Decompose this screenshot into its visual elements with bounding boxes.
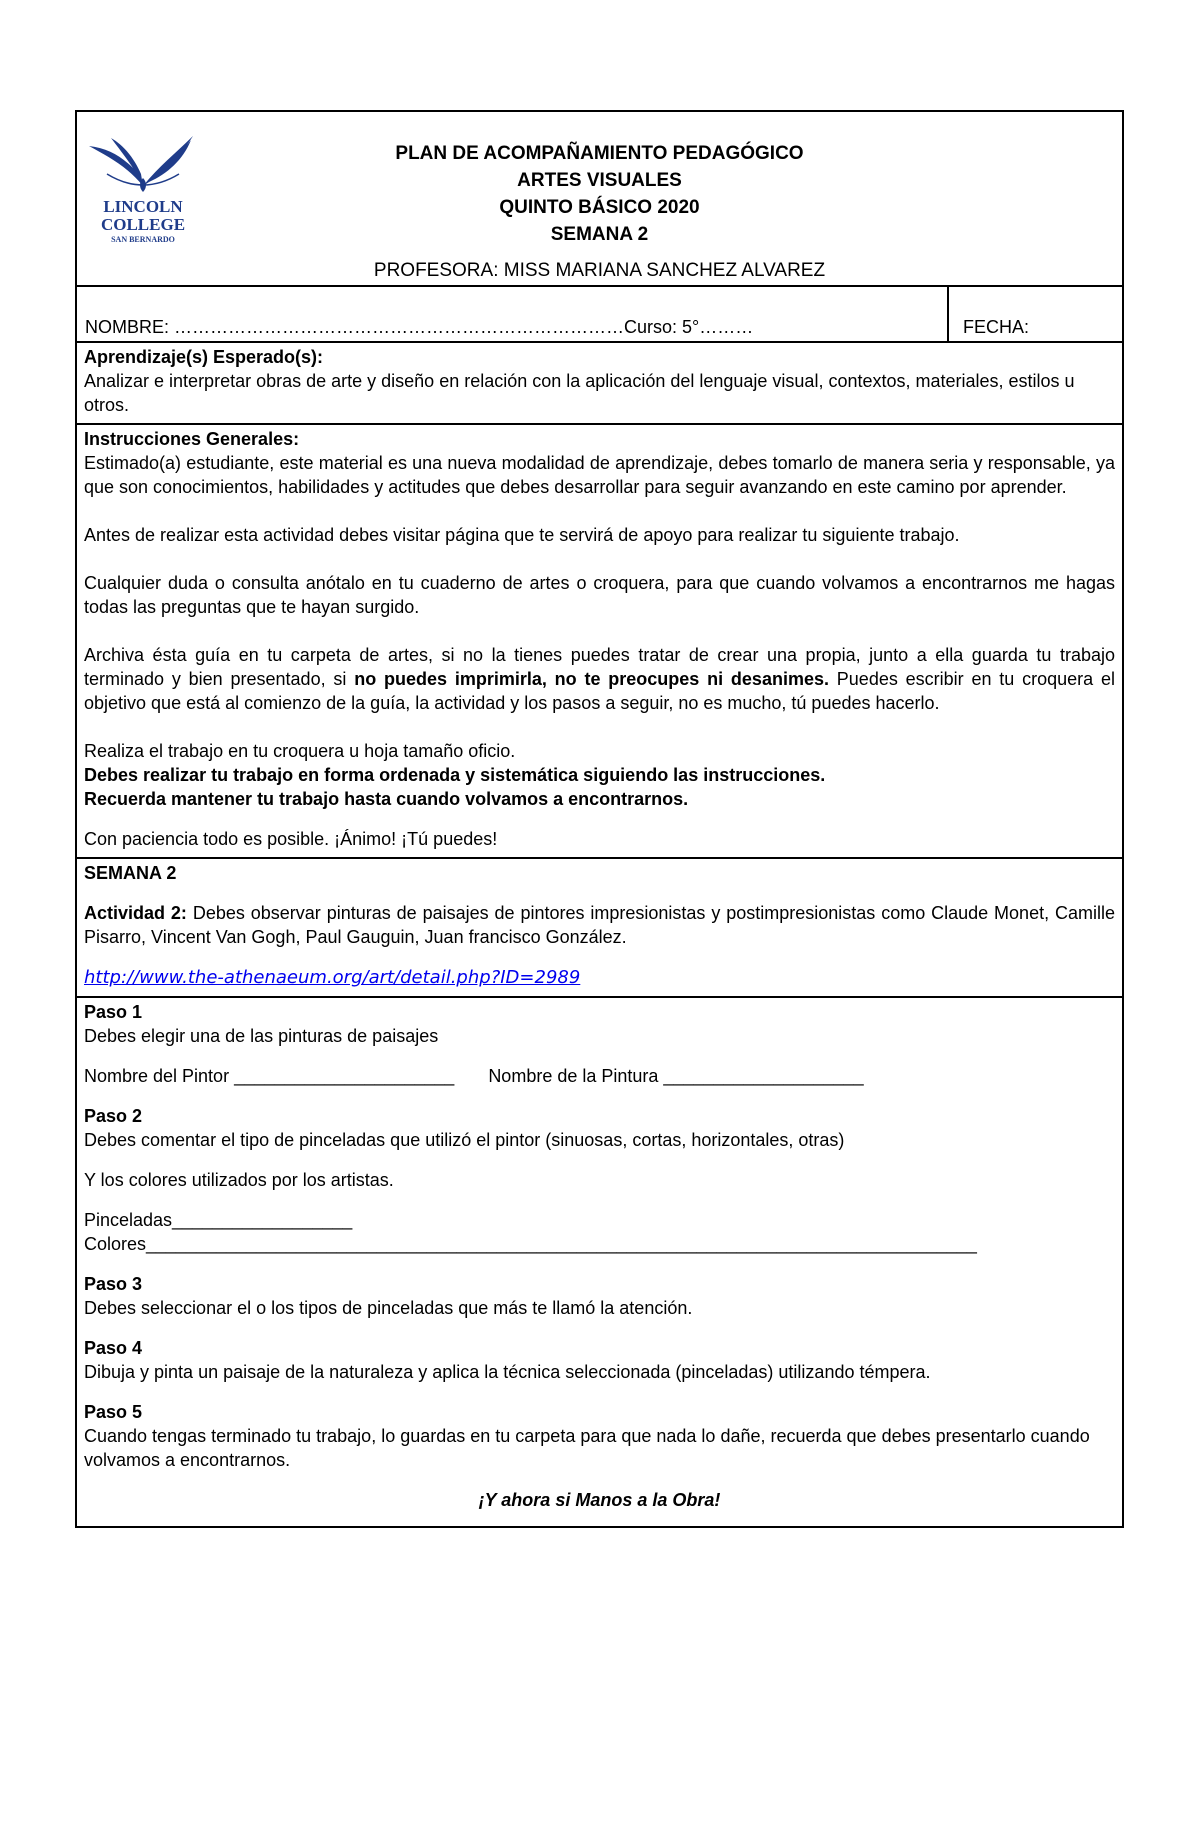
brushstrokes-field[interactable]: Pinceladas__________________ [84,1210,353,1230]
step3-title: Paso 3 [84,1274,143,1294]
logo-line3: SAN BERNARDO [111,235,175,244]
step2-text: Debes comentar el tipo de pinceladas que utilizó el pintor (sinuosas, cortas, horizontales, otras) [84,1130,845,1150]
week-activity [77,859,1122,998]
title-line-2: ARTES VISUALES [517,170,682,191]
teacher-name: PROFESORA: MISS MARIANA SANCHEZ ALVAREZ [373,260,826,281]
instructions-p8: Con paciencia todo es posible. ¡Ánimo! ¡Tú puedes! [84,829,498,849]
step3-text: Debes seleccionar el o los tipos de pinceladas que más te llamó la atención. [84,1298,693,1318]
general-instructions [77,425,1122,859]
instructions-p7: Recuerda mantener tu trabajo hasta cuando volvamos a encontrarnos. [84,789,689,809]
steps-section [77,998,1122,1526]
document-title [77,140,1122,248]
student-info-row [77,287,1122,343]
activity-label: Actividad 2: [84,903,187,923]
step5-text: Cuando tengas terminado tu trabajo, lo guardas en tu carpeta para que nada lo dañe, recuerda que debes presentarlo cuando volvamos a encontrarnos. [84,1426,1090,1470]
activity-paragraph [84,901,1115,949]
painting-name-field[interactable]: Nombre de la Pintura ____________________ [488,1066,864,1086]
closing-message: ¡Y ahora si Manos a la Obra! [478,1490,721,1510]
painter-name-field[interactable]: Nombre del Pintor ______________________ [84,1066,455,1086]
instructions-p6: Debes realizar tu trabajo en forma ordenada y sistemática siguiendo las instrucciones. [84,765,826,785]
week-heading: SEMANA 2 [84,863,177,883]
step4-title: Paso 4 [84,1338,143,1358]
header [77,112,1122,287]
step1-title: Paso 1 [84,1002,143,1022]
title-line-3: QUINTO BÁSICO 2020 [499,197,700,218]
reference-link[interactable]: http://www.the-athenaeum.org/art/detail.php?ID=2989 [84,967,581,988]
step1-text: Debes elegir una de las pinturas de paisajes [84,1026,439,1046]
learning-text: Analizar e interpretar obras de arte y diseño en relación con la aplicación del lenguaje visual, contextos, materiales, estilos u otros. [84,371,1075,415]
instructions-heading: Instrucciones Generales: [84,429,300,449]
activity-text: Debes observar pinturas de paisajes de pintores impresionistas y postimpresionistas como Claude Monet, Camille Pisarro, Vincent Van Gogh, Paul Gauguin, Juan francisco González. [84,903,1116,947]
instructions-p3: Cualquier duda o consulta anótalo en tu cuaderno de artes o croquera, para que cuando volvamos a encontrarnos me hagas todas las preguntas que te hayan surgido. [84,573,1115,617]
instructions-p5: Realiza el trabajo en tu croquera u hoja tamaño oficio. [84,741,516,761]
name-course-field[interactable]: NOMBRE: …………………………………………………………………Curso: 5°……… [85,317,754,337]
date-cell [947,287,1124,343]
title-line-4: SEMANA 2 [550,224,649,245]
instructions-p4 [84,643,1115,715]
colors-field[interactable]: Colores___________________________________________________________________________________ [84,1234,977,1254]
step2-title: Paso 2 [84,1106,143,1126]
instructions-p1: Estimado(a) estudiante, este material es una nueva modalidad de aprendizaje, debes tomarlo de manera seria y responsable, ya que son conocimientos, habilidades y actitudes que debes desarrollar para seguir avanzando en este camino por aprender. [84,453,1115,497]
step2-text2: Y los colores utilizados por los artistas. [84,1170,394,1190]
title-line-1: PLAN DE ACOMPAÑAMIENTO PEDAGÓGICO [395,143,804,164]
logo-line1: LINCOLN [103,197,183,216]
logo-line2: COLLEGE [100,215,186,234]
learning-objective [77,343,1122,425]
instructions-p2: Antes de realizar esta actividad debes visitar página que te servirá de apoyo para realizar tu siguiente trabajo. [84,525,960,545]
instructions-p4b: no puedes imprimirla, no te preocupes ni desanimes. [354,669,829,689]
date-field[interactable]: FECHA: [963,317,1030,337]
instructions-p4a: Archiva ésta guía en tu carpeta de artes, si no la tienes puedes tratar de crear una propia, junto a ella guarda tu trabajo terminado y bien presentado, si [84,645,1115,689]
step5-title: Paso 5 [84,1402,143,1422]
step4-text: Dibuja y pinta un paisaje de la naturaleza y aplica la técnica seleccionada (pinceladas) utilizando témpera. [84,1362,931,1382]
learning-heading: Aprendizaje(s) Esperado(s): [84,347,324,367]
worksheet [75,110,1124,1528]
instructions-p4c: Puedes escribir en tu croquera el objetivo que está al comienzo de la guía, la actividad y los pasos a seguir, no es mucho, tú puedes hacerlo. [84,669,1115,713]
